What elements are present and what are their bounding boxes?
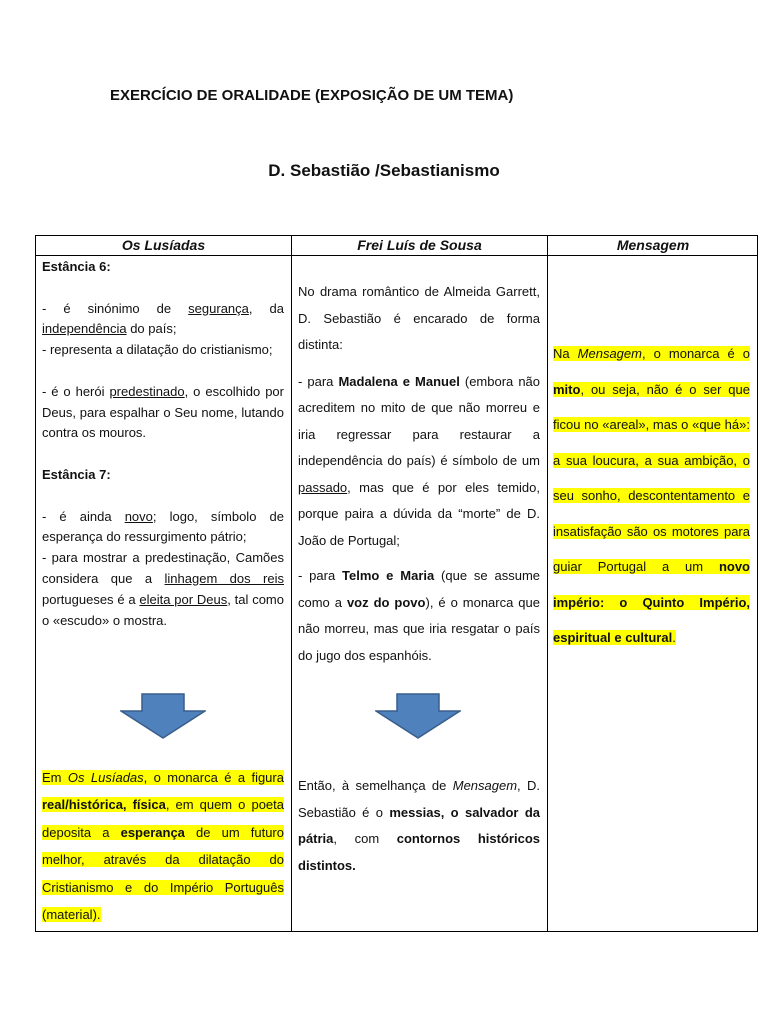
- cell-frei-luis-de-sousa: [298, 279, 540, 669]
- list-item: - para Telmo e Maria (que se assume como a voz do povo), é o monarca que não morreu, mas que iria resgatar o país do jugo dos espanhóis.: [298, 568, 540, 663]
- down-arrow-icon: [120, 693, 206, 739]
- list-item: - é ainda novo; logo, símbolo de esperança do ressurgimento pátrio;: [42, 508, 284, 545]
- list-item: - para Madalena e Manuel (embora não acreditem no mito de que não morreu e iria regressar para restaurar a independência do país) é símbolo de um passado, mas que é por eles temido, porque paira a dúvida da “morte” de D. João de Portugal;: [298, 373, 541, 548]
- page-heading: EXERCÍCIO DE ORALIDADE (EXPOSIÇÃO DE UM TEMA): [110, 87, 514, 104]
- page-title: D. Sebastião /Sebastianismo: [268, 161, 500, 180]
- down-arrow-icon: [375, 693, 461, 739]
- column-divider: [291, 236, 292, 931]
- column-divider: [547, 236, 548, 931]
- list-item: - é sinónimo de segurança, da independência do país;: [42, 300, 284, 337]
- header-divider: [36, 255, 757, 256]
- list-item: - é o herói predestinado, o escolhido por Deus, para espalhar o Seu nome, lutando contra os mouros.: [42, 383, 284, 441]
- conclusion-os-lusiadas: Em Os Lusíadas, o monarca é a figura real/histórica, física, em quem o poeta deposita a esperança de um futuro melhor, através da dilatação do Cristianismo e do Império Português (material).: [42, 770, 284, 923]
- intro-paragraph: No drama romântico de Almeida Garrett, D. Sebastião é encarado de forma distinta:: [298, 284, 540, 352]
- conclusion-frei-luis-de-sousa: Então, à semelhança de Mensagem, D. Sebastião é o messias, o salvador da pátria, com contornos históricos distintos.: [298, 778, 540, 873]
- list-item: - para mostrar a predestinação, Camões considera que a linhagem dos reis portugueses é a eleita por Deus, tal como o «escudo» o mostra.: [42, 550, 284, 628]
- estancia-7-title: Estância 7:: [42, 466, 111, 482]
- cell-os-lusiadas: [42, 257, 284, 631]
- cell-mensagem: Na Mensagem, o monarca é o mito, ou seja, não é o ser que ficou no «areal», mas o «que há»: a sua loucura, a sua ambição, o seu sonho, descontentamento e insatisfação são os motores para guiar Portugal a um novo império: o Quinto Império, espiritual e cultural.: [553, 346, 750, 645]
- comparison-table: [35, 235, 758, 932]
- header-mensagem: Mensagem: [616, 237, 690, 253]
- header-frei-luis-de-sousa: Frei Luís de Sousa: [357, 237, 482, 253]
- estancia-6-title: Estância 6:: [42, 259, 111, 274]
- list-item: - representa a dilatação do cristianismo;: [42, 342, 273, 358]
- header-os-lusiadas: Os Lusíadas: [121, 237, 206, 253]
